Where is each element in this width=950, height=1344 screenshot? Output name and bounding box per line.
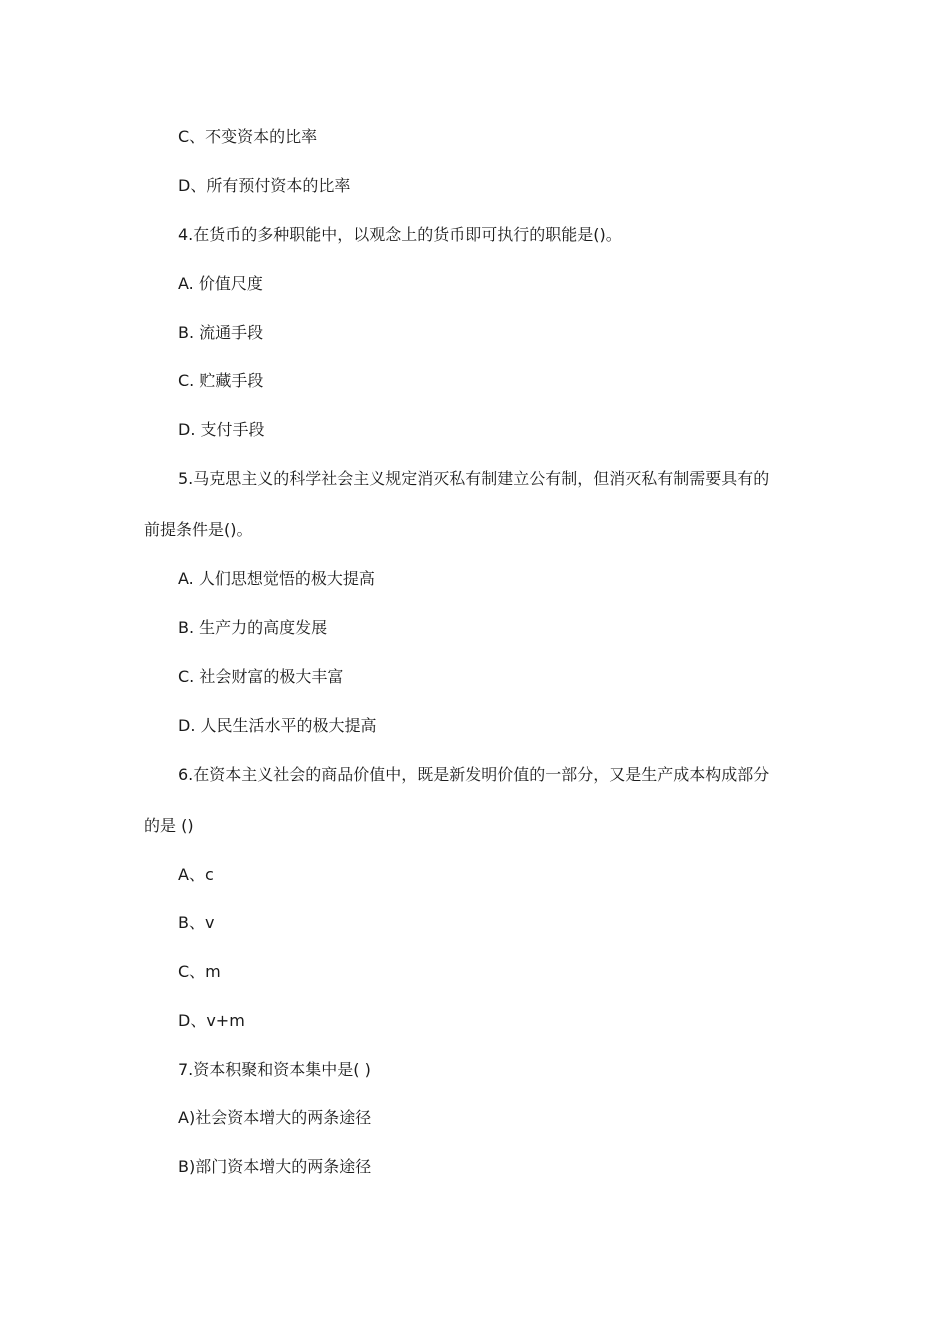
question-5-continued: 前提条件是()。 <box>144 520 253 539</box>
option-a-q6: A、c <box>178 865 214 884</box>
option-c-q6: C、m <box>178 962 221 981</box>
option-b-q6: B、v <box>178 913 215 932</box>
question-6-continued: 的是 () <box>144 816 194 835</box>
option-d-q6: D、v+m <box>178 1011 245 1030</box>
option-d-q5: D. 人民生活水平的极大提高 <box>178 716 377 735</box>
question-6: 6.在资本主义社会的商品价值中，既是新发明价值的一部分，又是生产成本构成部分 <box>178 765 770 784</box>
option-a-q4: A. 价值尺度 <box>178 274 263 293</box>
question-4: 4.在货币的多种职能中，以观念上的货币即可执行的职能是()。 <box>178 225 622 244</box>
option-c-q4: C. 贮藏手段 <box>178 371 264 390</box>
question-7: 7.资本积聚和资本集中是( ) <box>178 1060 371 1079</box>
option-a-q7: A)社会资本增大的两条途径 <box>178 1108 372 1127</box>
option-b-q5: B. 生产力的高度发展 <box>178 618 328 637</box>
option-b-q4: B. 流通手段 <box>178 323 264 342</box>
option-c-q5: C. 社会财富的极大丰富 <box>178 667 344 686</box>
option-b-q7: B)部门资本增大的两条途径 <box>178 1157 372 1176</box>
option-d-q4: D. 支付手段 <box>178 420 265 439</box>
option-d-q3: D、所有预付资本的比率 <box>178 176 351 195</box>
option-a-q5: A. 人们思想觉悟的极大提高 <box>178 569 375 588</box>
question-5: 5.马克思主义的科学社会主义规定消灭私有制建立公有制，但消灭私有制需要具有的 <box>178 469 770 488</box>
option-c-q3: C、不变资本的比率 <box>178 127 318 146</box>
